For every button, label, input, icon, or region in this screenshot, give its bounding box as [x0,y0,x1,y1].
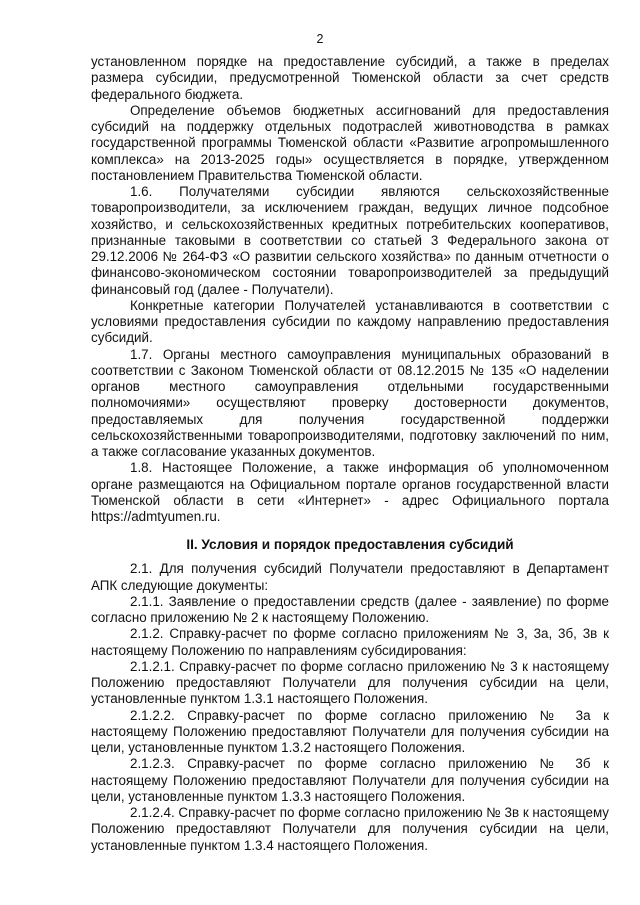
paragraph: 2.1.2.4. Справку-расчет по форме согласно приложению № 3в к настоящему Положению предоставляют Получатели для получения субсидии на цели, установленные пунктом 1.3.4 настоящего Положения. [91,805,609,853]
paragraph: 1.7. Органы местного самоуправления муниципальных образований в соответствии с Законом Тюменской области от 08.12.2015 № 135 «О наделении органов местного самоуправления отдельными государственными полномочиями» осуществляют проверку достоверности документов, предоставляемых для получения государственной поддержки сельскохозяйственными товаропроизводителями, подготовку заключений по ним, а также согласование указанных документов. [91,346,609,459]
paragraph: 1.6. Получателями субсидии являются сельскохозяйственные товаропроизводители, за исключением граждан, ведущих личное подсобное хозяйство, и сельскохозяйственных кредитных потребительских кооперативов, признанные таковыми в соответствии со статьей 3 Федерального закона от 29.12.2006 № 264-ФЗ «О развитии сельского хозяйства» по данным отчетности о финансово-экономическом состоянии товаропроизводителей за предыдущий финансовый год (далее - Получатели). [91,184,609,297]
section-heading: II. Условия и порядок предоставления субсидий [186,537,514,553]
paragraph: 2.1.2. Справку-расчет по форме согласно приложениям № 3, 3а, 3б, 3в к настоящему Положению по направлениям субсидирования: [91,626,609,658]
paragraph: 2.1.2.3. Справку-расчет по форме согласно приложению № 3б к настоящему Положению предоставляют Получатели для получения субсидии на цели, установленные пунктом 1.3.3 настоящего Положения. [91,756,609,804]
paragraph: 2.1.2.2. Справку-расчет по форме согласно приложению № 3а к настоящему Положению предоставляют Получатели для получения субсидии на цели, установленные пунктом 1.3.2 настоящего Положения. [91,707,609,755]
paragraph: 2.1.1. Заявление о предоставлении средств (далее - заявление) по форме согласно приложению № 2 к настоящему Положению. [91,593,609,625]
paragraphs-before-heading [91,54,609,525]
paragraph: 2.1. Для получения субсидий Получатели предоставляют в Департамент АПК следующие документы: [91,561,609,593]
paragraph: 1.8. Настоящее Положение, а также информация об уполномоченном органе размещаются на Официальном портале органов государственной власти Тюменской области в сети «Интернет» - адрес Официального портала https://admtyumen.ru. [91,460,609,524]
paragraph: установленном порядке на предоставление субсидий, а также в пределах размера субсидии, предусмотренной Тюменской области за счет средств федерального бюджета. [91,54,609,102]
paragraph: Конкретные категории Получателей устанавливаются в соответствии с условиями предоставления субсидии по каждому направлению предоставления субсидий. [91,297,609,346]
paragraph: Определение объемов бюджетных ассигнований для предоставления субсидий на поддержку отдельных подотраслей животноводства в рамках государственной программы Тюменской области «Развитие агропромышленного комплекса» на 2013-2025 годы» осуществляется в порядке, утвержденном постановлением Правительства Тюменской области. [91,102,609,183]
page-number: 2 [316,32,324,46]
document-body [91,54,609,854]
paragraphs-after-heading [91,561,609,854]
paragraph: 2.1.2.1. Справку-расчет по форме согласно приложению № 3 к настоящему Положению предоставляют Получатели для получения субсидии на цели, установленные пунктом 1.3.1 настоящего Положения. [91,658,609,707]
